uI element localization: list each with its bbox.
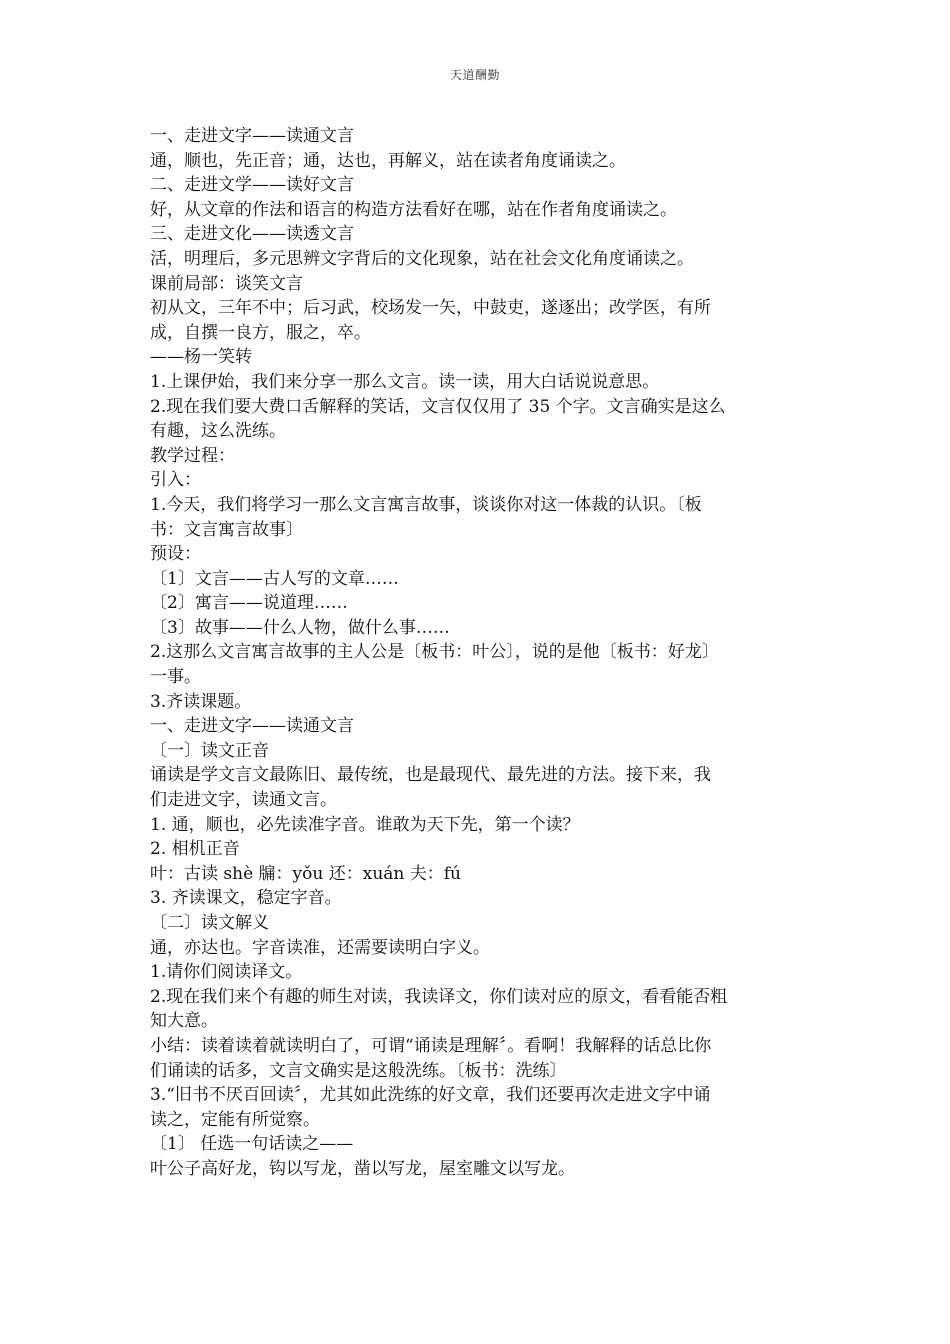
text-line: 诵读是学文言文最陈旧、最传统，也是最现代、最先进的方法。接下来，我 (150, 765, 711, 786)
document-body (150, 124, 800, 1182)
text-line: 〔2〕寓言——说道理…… (150, 593, 348, 614)
text-line: 预设： (150, 544, 201, 565)
text-line: 二、走进文学——读好文言 (150, 175, 354, 196)
text-line: 通，亦达也。字音读准，还需要读明白字义。 (150, 937, 490, 958)
page-header: 天道酬勤 (449, 68, 500, 82)
text-line: 活，明理后，多元思辨文字背后的文化现象，站在社会文化角度诵读之。 (150, 248, 694, 269)
text-line: 〔3〕故事——什么人物，做什么事…… (150, 617, 450, 638)
text-line: 三、走进文化——读透文言 (150, 224, 354, 245)
text-line: 小结：读着读着就读明白了，可谓“诵读是理解〞。看啊！我解释的话总比你 (150, 1035, 712, 1056)
text-line: 书：文言寓言故事〕 (150, 519, 303, 540)
text-line: 〔一〕读文正音 (150, 740, 269, 761)
text-line: ——杨一笑转 (150, 347, 252, 368)
text-line: 好，从文章的作法和语言的构造方法看好在哪，站在作者角度诵读之。 (150, 199, 677, 220)
text-line: 一事。 (150, 667, 201, 688)
text-line: 1.今天，我们将学习一那么文言寓言故事，谈谈你对这一体裁的认识。〔板 (150, 494, 702, 515)
text-line: 3.“旧书不厌百回读〞，尤其如此洗练的好文章，我们还要再次走进文字中诵 (150, 1085, 711, 1106)
text-line: 3. 齐读课文，稳定字音。 (150, 888, 342, 909)
text-line: 2.这那么文言寓言故事的主人公是〔板书：叶公〕，说的是他〔板书：好龙〕 (150, 642, 719, 663)
text-line: 课前局部：谈笑文言 (150, 273, 303, 294)
text-line: 一、走进文字——读通文言 (150, 716, 354, 737)
text-line: 3.齐读课题。 (150, 691, 252, 712)
text-line: 一、走进文字——读通文言 (150, 126, 354, 146)
text-line: 知大意。 (150, 1011, 218, 1032)
text-line: 们诵读的话多，文言文确实是这般洗练。〔板书：洗练〕 (150, 1060, 567, 1081)
text-line: 2. 相机正音 (150, 839, 240, 860)
text-line: 初从文，三年不中；后习武，校场发一矢，中鼓吏，遂逐出；改学医，有所 (150, 298, 711, 319)
text-line: 2.现在我们要大费口舌解释的笑话，文言仅仅用了 35 个字。文言确实是这么 (150, 396, 726, 417)
text-line: 教学过程： (150, 445, 235, 466)
text-line: 〔1〕 任选一句话读之—— (150, 1134, 354, 1155)
text-line: 成，自撰一良方，服之，卒。 (150, 322, 371, 343)
text-line: 〔1〕文言——古人写的文章…… (150, 568, 399, 589)
text-line: 有趣，这么洗练。 (150, 421, 286, 442)
text-line: 们走进文字，读通文言。 (150, 790, 337, 811)
text-line: 通，顺也，先正音；通，达也，再解义，站在读者角度诵读之。 (150, 150, 626, 171)
text-line: 1. 通，顺也，必先读准字音。谁敢为天下先，第一个读？ (150, 814, 580, 835)
text-line: 1.上课伊始，我们来分享一那么文言。读一读，用大白话说说意思。 (150, 371, 660, 392)
text-line: 〔二〕读文解义 (150, 913, 269, 933)
text-line: 叶公子高好龙，钩以写龙，凿以写龙，屋室雕文以写龙。 (150, 1158, 575, 1179)
text-line: 2.现在我们来个有趣的师生对读，我读译文，你们读对应的原文，看看能否粗 (150, 986, 728, 1007)
text-line: 1.请你们阅读译文。 (150, 962, 303, 983)
text-line: 读之，定能有所觉察。 (150, 1109, 320, 1130)
text-line: 引入： (150, 470, 201, 491)
text-line: 叶：古读 shè 牖：yǒu 还：xuán 夫：fú (150, 863, 461, 884)
